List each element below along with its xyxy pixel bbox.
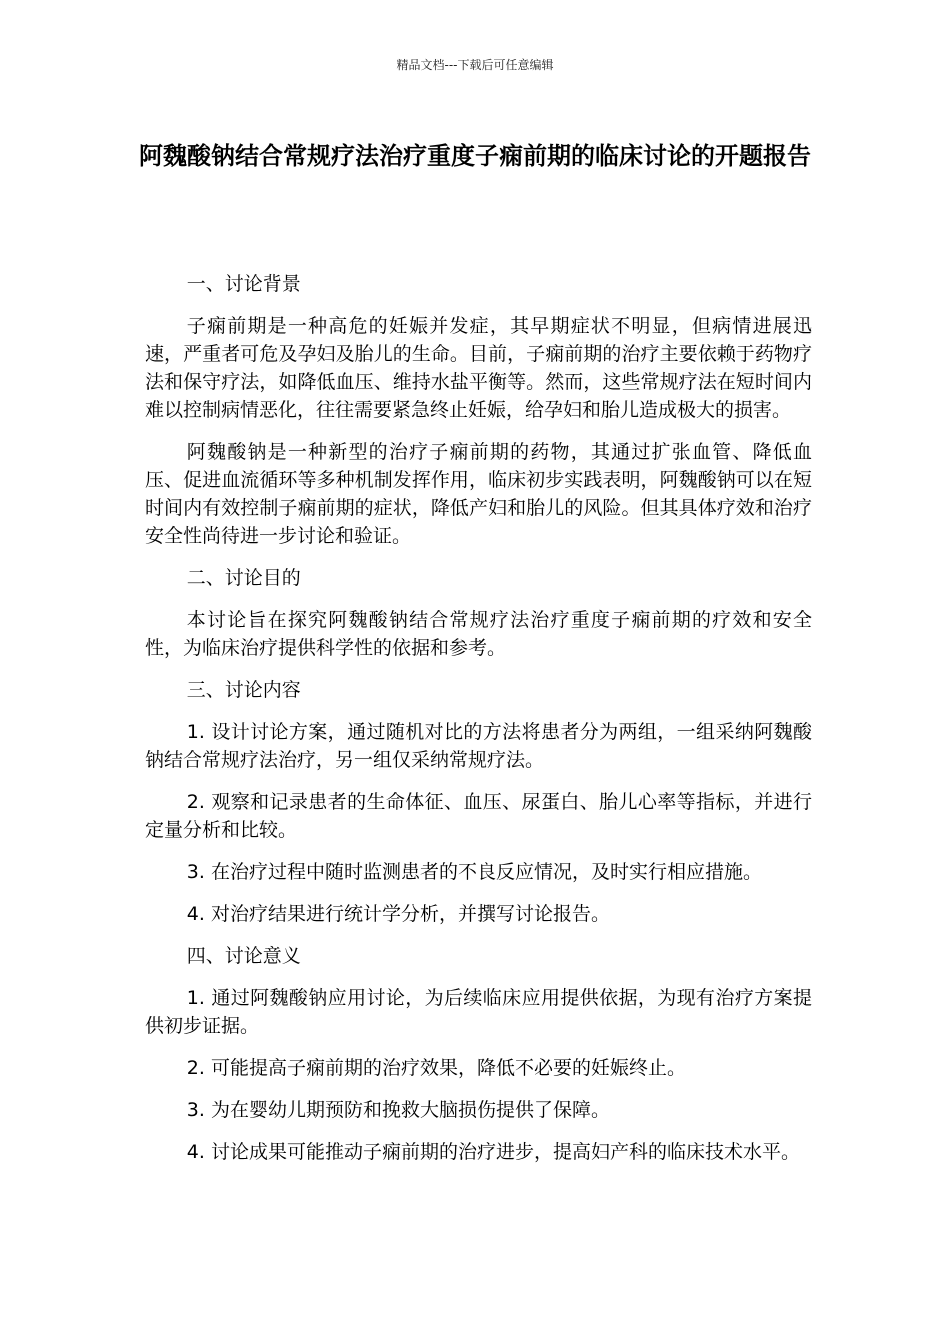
list-item: 3. 在治疗过程中随时监测患者的不良反应情况，及时实行相应措施。	[186, 861, 762, 883]
list-item: 1. 设计讨论方案，通过随机对比的方法将患者分为两组，一组采纳阿魏酸钠结合常规疗法治疗，另一组仅采纳常规疗法。	[145, 721, 812, 771]
paragraph: 本讨论旨在探究阿魏酸钠结合常规疗法治疗重度子痫前期的疗效和安全性，为临床治疗提供科学性的依据和参考。	[145, 609, 812, 659]
list-item: 2. 可能提高子痫前期的治疗效果，降低不必要的妊娠终止。	[186, 1057, 686, 1079]
section-heading-content: 三、讨论内容	[186, 679, 301, 701]
list-item: 4. 对治疗结果进行统计学分析，并撰写讨论报告。	[186, 903, 610, 925]
list-item: 3. 为在婴幼儿期预防和挽救大脑损伤提供了保障。	[186, 1099, 610, 1121]
section-heading-background: 一、讨论背景	[186, 273, 301, 295]
paragraph: 阿魏酸钠是一种新型的治疗子痫前期的药物，其通过扩张血管、降低血压、促进血流循环等多种机制发挥作用，临床初步实践表明，阿魏酸钠可以在短时间内有效控制子痫前期的症状，降低产妇和胎儿的风险。但其具体疗效和治疗安全性尚待进一步讨论和验证。	[145, 441, 812, 547]
section-heading-significance: 四、讨论意义	[186, 945, 301, 967]
list-item: 4. 讨论成果可能推动子痫前期的治疗进步，提高妇产科的临床技术水平。	[186, 1141, 800, 1163]
paragraph: 子痫前期是一种高危的妊娠并发症，其早期症状不明显，但病情进展迅速，严重者可危及孕妇及胎儿的生命。目前，子痫前期的治疗主要依赖于药物疗法和保守疗法，如降低血压、维持水盐平衡等。然而，这些常规疗法在短时间内难以控制病情恶化，往往需要紧急终止妊娠，给孕妇和胎儿造成极大的损害。	[145, 315, 812, 421]
list-item: 1. 通过阿魏酸钠应用讨论，为后续临床应用提供依据，为现有治疗方案提供初步证据。	[145, 987, 812, 1037]
header-note: 精品文档---下载后可任意编辑	[396, 58, 554, 72]
document-title: 阿魏酸钠结合常规疗法治疗重度子痫前期的临床讨论的开题报告	[139, 142, 811, 170]
section-heading-purpose: 二、讨论目的	[186, 567, 301, 589]
document-body	[145, 270, 812, 1180]
list-item: 2. 观察和记录患者的生命体征、血压、尿蛋白、胎儿心率等指标，并进行定量分析和比较。	[145, 791, 812, 841]
